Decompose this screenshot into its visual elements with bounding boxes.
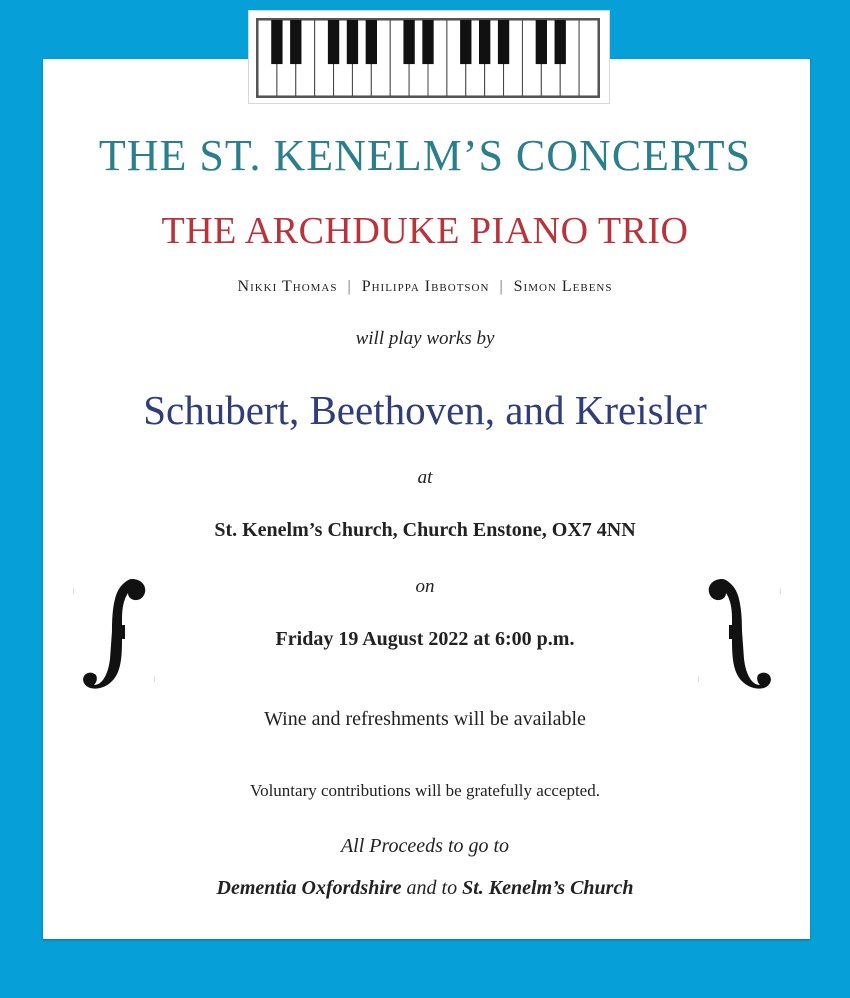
black-key — [422, 20, 433, 64]
concert-date-time: Friday 19 August 2022 at 6:00 p.m. — [275, 628, 575, 650]
f-hole-tick — [73, 588, 74, 594]
on-word: on — [415, 576, 435, 597]
refreshments-note: Wine and refreshments will be available — [264, 708, 586, 730]
black-key — [366, 20, 377, 64]
f-hole-left-icon — [74, 575, 154, 693]
intro-text: will play works by — [355, 328, 495, 349]
white-key — [579, 20, 598, 96]
black-key — [403, 20, 414, 64]
black-key — [328, 20, 339, 64]
at-word: at — [417, 467, 433, 488]
black-key — [290, 20, 301, 64]
black-key — [271, 20, 282, 64]
beneficiary-dementia-oxfordshire: Dementia Oxfordshire — [216, 877, 402, 899]
proceeds-intro: All Proceeds to go to — [340, 835, 510, 857]
beneficiary-st-kenelms-church: St. Kenelm’s Church — [462, 877, 634, 899]
f-hole-tick — [780, 588, 781, 594]
contributions-note: Voluntary contributions will be gratefully accepted. — [250, 781, 600, 800]
black-key — [498, 20, 509, 64]
black-key — [536, 20, 547, 64]
players-list — [0, 278, 850, 296]
beneficiaries-line — [0, 877, 850, 900]
player-name: Simon Lebens — [513, 278, 613, 295]
f-hole-right-icon — [700, 575, 780, 693]
f-hole-tick — [154, 676, 155, 682]
black-key — [460, 20, 471, 64]
black-key — [347, 20, 358, 64]
black-key — [555, 20, 566, 64]
player-name: Philippa Ibbotson — [361, 278, 490, 295]
player-name: Nikki Thomas — [237, 278, 338, 295]
concert-poster — [43, 59, 810, 939]
separator: | — [499, 278, 504, 295]
piano-keyboard-icon — [248, 10, 610, 104]
series-title: THE ST. KENELM’S CONCERTS — [98, 131, 752, 180]
composers-heading: Schubert, Beethoven, and Kreisler — [143, 387, 707, 433]
ensemble-name: THE ARCHDUKE PIANO TRIO — [161, 210, 689, 252]
black-key — [479, 20, 490, 64]
f-hole-tick — [698, 676, 699, 682]
venue-address: St. Kenelm’s Church, Church Enstone, OX7 4NN — [214, 519, 636, 541]
beneficiary-connector: and to — [406, 877, 458, 899]
piano-keys — [258, 20, 598, 96]
separator: | — [347, 278, 352, 295]
